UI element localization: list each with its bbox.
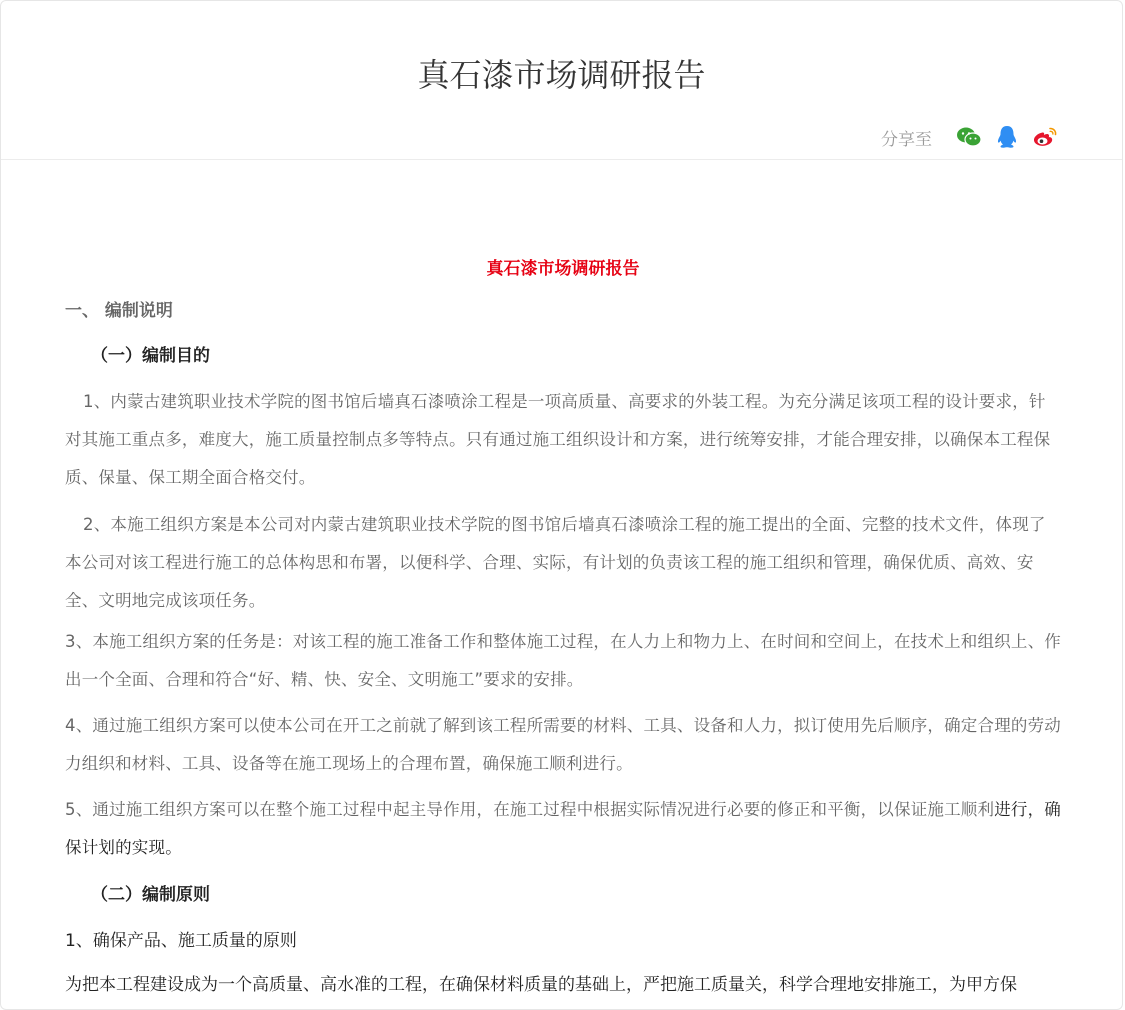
weibo-icon <box>1032 126 1058 148</box>
paragraph-1: 1、内蒙古建筑职业技术学院的图书馆后墙真石漆喷涂工程是一项高质量、高要求的外装工程。为充分满足该项工程的设计要求，针对其施工重点多，难度大，施工质量控制点多等特点。只有通过施工组织设计和方案，进行统筹安排，才能合理安排，以确保本工程保质、保量、保工期全面合格交付。 <box>65 392 1051 487</box>
paragraph-2: 2、本施工组织方案是本公司对内蒙古建筑职业技术学院的图书馆后墙真石漆喷涂工程的施工提出的全面、完整的技术文件，体现了本公司对该工程进行施工的总体构思和布署，以便科学、合理、实际，有计划的负责该工程的施工组织和管理，确保优质、高效、安全、文明地完成该项任务。 <box>65 515 1046 610</box>
section-heading: 一、 编制说明 <box>65 301 173 321</box>
wechat-icon <box>956 126 982 148</box>
page-title: 真石漆市场调研报告 <box>417 56 706 94</box>
paragraph-4: 4、通过施工组织方案可以使本公司在开工之前就了解到该工程所需要的材料、工具、设备和人力，拟订使用先后顺序，确定合理的劳动力组织和材料、工具、设备等在施工现场上的合理布置，确保施工顺利进行。 <box>65 716 1061 773</box>
qq-icon <box>996 125 1018 149</box>
document-title: 真石漆市场调研报告 <box>486 259 640 279</box>
share-qq-button[interactable] <box>992 123 1022 151</box>
paragraph-6: 为把本工程建设成为一个高质量、高水准的工程，在确保材料质量的基础上，严把施工质量关，科学合理地安排施工，为甲方保 <box>65 975 1017 995</box>
principle-heading: 1、确保产品、施工质量的原则 <box>65 931 297 951</box>
subsection-heading-2: （二）编制原则 <box>91 885 210 905</box>
share-label: 分享至 <box>881 129 932 150</box>
paragraph-3: 3、本施工组织方案的任务是：对该工程的施工准备工作和整体施工过程，在人力上和物力上、在时间和空间上，在技术上和组织上、作出一个全面、合理和符合“好、精、快、安全、文明施工”要求的安排。 <box>65 632 1061 689</box>
paragraph-5-text: 5、通过施工组织方案可以在整个施工过程中起主导作用，在施工过程中根据实际情况进行必要的修正和平衡，以保证施工顺利 <box>65 800 995 819</box>
subsection-heading: （一）编制目的 <box>91 346 210 366</box>
share-wechat-button[interactable] <box>954 123 984 151</box>
share-weibo-button[interactable] <box>1030 123 1060 151</box>
share-bar <box>881 121 1060 153</box>
paragraph-5 <box>65 791 1061 867</box>
paragraph-5-end: 进行，确保计划的实现。 <box>65 800 1062 857</box>
article-header <box>1 1 1122 160</box>
